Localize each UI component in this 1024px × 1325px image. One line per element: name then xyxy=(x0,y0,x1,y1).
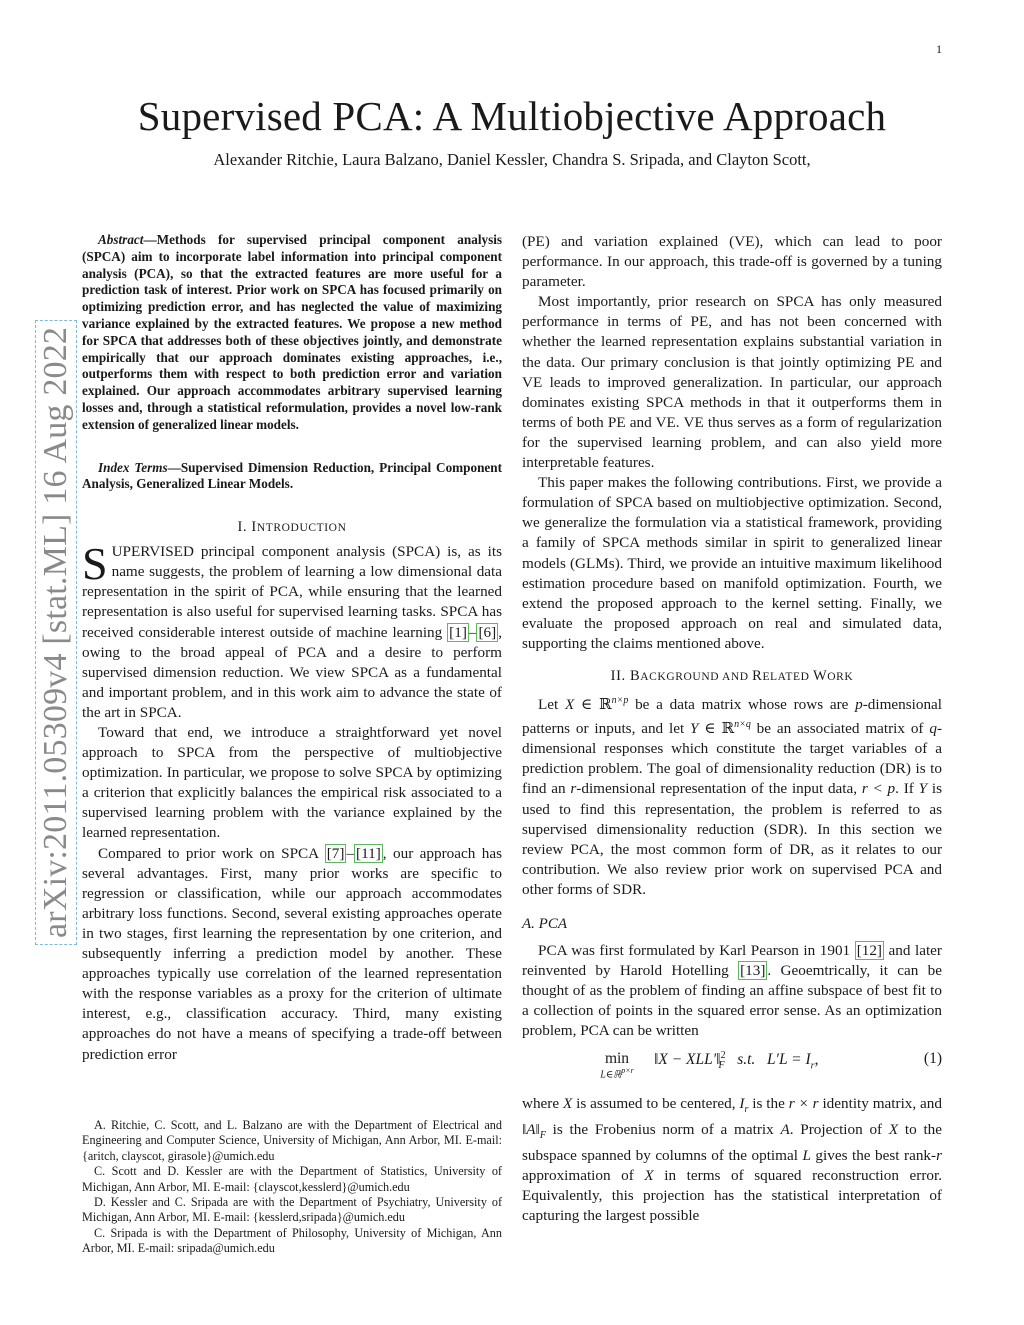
math-subscript: F xyxy=(718,1059,725,1071)
section-title-part: ELATED xyxy=(762,670,813,683)
author-footnotes xyxy=(82,1118,502,1257)
math-subscript: r xyxy=(810,1059,815,1071)
text-span: be a data matrix whose rows are xyxy=(628,696,856,714)
background-paragraph-1 xyxy=(522,691,942,900)
math-symbol: L xyxy=(802,1146,811,1164)
math-expression: ‖A‖ xyxy=(522,1120,540,1138)
section-title-part: W xyxy=(812,667,828,684)
author-list: Alexander Ritchie, Laura Balzano, Daniel Kessler, Chandra S. Sripada, and Clayton Scott, xyxy=(213,150,811,169)
index-terms-text: —Supervised Dimension Reduction, Principal Component Analysis, Generalized Linear Models. xyxy=(82,459,502,492)
pca-paragraph-2 xyxy=(522,1094,942,1227)
text-span: to the subspace spanned by columns of the optimal xyxy=(522,1120,943,1164)
intro-p1-end: , owing to the broad appeal of PCA and a desire to perform supervised dimension reduction. We view SPCA as a fundamental and important problem, and in this work aim to advance the state of the art in SPCA. xyxy=(82,623,502,721)
text-span: is the xyxy=(748,1094,789,1112)
left-column xyxy=(82,232,502,1065)
index-terms xyxy=(82,460,502,494)
citation-link[interactable]: [1] xyxy=(449,623,467,641)
section-title-rest: NTRODUCTION xyxy=(256,522,347,535)
math-symbol: X xyxy=(563,1094,573,1112)
arxiv-watermark xyxy=(34,326,78,945)
math-symbol: X xyxy=(564,696,575,714)
math-symbol: r xyxy=(570,780,577,798)
math-symbol: p xyxy=(855,696,863,714)
text-span: Let xyxy=(538,696,565,714)
math-superscript: n×q xyxy=(734,719,751,731)
text-span: in terms of squared reconstruction error. Equivalently, this projection has the statistical interpretation of capturing the largest possible xyxy=(522,1166,942,1225)
text-span: approximation of xyxy=(522,1166,645,1184)
text-span: . Projection of xyxy=(789,1120,889,1138)
section-title-part: ACKGROUND AND xyxy=(640,670,753,683)
abstract-label: Abstract xyxy=(98,232,144,247)
arxiv-identifier-link[interactable]: arXiv:2011.05309v4 [stat.ML] 16 Aug 2022 xyxy=(35,320,77,945)
math-superscript: n×p xyxy=(611,694,629,706)
section-numeral: II. xyxy=(610,667,626,684)
citation-link[interactable]: [12] xyxy=(856,942,882,960)
text-span: . If xyxy=(895,780,919,798)
math-expression: s.t. xyxy=(737,1050,756,1068)
equation-1 xyxy=(522,1048,942,1088)
intro-paragraph-5: This paper makes the following contributions. First, we provide a formulation of SPCA based on multiobjective optimization. Second, we generalize the formulation via a statistical framework, providing a family of SPCA methods similar in spirit to generalized linear models (GLMs). Third, we provide an intuitive maximum likelihood estimation procedure based on manifold optimization. Fourth, we extend the proposed approach to the kernel setting. Finally, we evaluate the proposed approach on real and simulated data, supporting the claims mentioned above. xyxy=(522,474,942,652)
math-superscript: p×r xyxy=(621,1065,634,1075)
abstract-text: —Methods for supervised principal component analysis (SPCA) aim to incorporate label information into principal component analysis (PCA), so that the extracted features are more useful for a prediction task of interest. Prior work on SPCA has focused primarily on optimizing prediction error, and has neglected the value of maximizing variance explained by the extracted features. We propose a new method for SPCA that addresses both of these objectives jointly, and demonstrate empirically that our approach dominates existing approaches, i.e., outperforms them with respect to both prediction error and variation explained. Our approach accommodates arbitrary supervised learning losses and, through a statistical reformulation, provides a novel low-rank extension of generalized linear models. xyxy=(82,232,502,432)
text-span: . Geoemtrically, it can be thought of as the problem of finding an affine subspace of best fit to a collection of points in the squared error sense. As an optimization problem, PCA can be written xyxy=(522,962,942,1040)
text-span: -dimensional patterns or inputs, and let xyxy=(522,696,942,738)
intro-paragraph-4: Most importantly, prior research on SPCA has only measured performance in terms of PE, and has not been concerned with whether the learned representation explains substantial variation in the data. Our primary conclusion is that jointly optimizing PE and VE leads to improved generalization. In particular, our approach dominates existing SPCA methods in that it outperforms them in terms of both PE and VE. VE thus serves as a form of regularization for the supervised learning problem, and can also yield more interpretable features. xyxy=(522,293,942,472)
math-symbol: A xyxy=(780,1120,790,1138)
math-symbol: X xyxy=(644,1166,654,1184)
math-expression: r × r xyxy=(788,1094,819,1112)
math-punctuation: , xyxy=(814,1050,819,1068)
math-operator: min xyxy=(604,1049,630,1067)
math-symbol: r xyxy=(936,1146,943,1164)
text-span: -dimensional representation of the input data, xyxy=(576,780,862,798)
intro-p3-end: , our approach has several advantages. First, many prior works are specific to regression or classification, while our approach accommodates arbitrary loss functions. Second, several existing approaches operate in two stages, first learning the representation by one criterion, and subsequently inferring a prediction model by another. These approaches typically use correlation of the learned representation with the response variables as a proxy for the criterion of ultimate interest, e.g., classification accuracy. Third, many existing approaches do not have a means of specifying a trade-off between prediction error xyxy=(82,844,502,1063)
equation-min-operator xyxy=(592,1050,642,1080)
math-expression: L′L = I xyxy=(766,1050,811,1068)
section-title-initial: I xyxy=(251,519,257,536)
footnote: C. Sripada is with the Department of Philosophy, University of Michigan, Ann Arbor, MI. E-mail: sripada@umich.edu xyxy=(82,1225,502,1256)
math-subscript: L∈ℝ xyxy=(600,1068,622,1080)
math-superscript: 2 xyxy=(720,1049,726,1061)
math-symbol: ∈ ℝ xyxy=(704,720,735,738)
citation-link[interactable]: [6] xyxy=(478,623,497,641)
section-heading-introduction xyxy=(82,519,502,536)
citation-link[interactable]: [13] xyxy=(740,962,766,980)
page-number: 1 xyxy=(936,42,942,56)
text-span: is used to find this representation, the problem is referred to as supervised dimensionality reduction (SDR). In this section we review PCA, the most common form of DR, as it relates to our contribution. We also review prior work on supervised PCA and other forms of SDR. xyxy=(522,780,943,898)
intro-p3-start: Compared to prior work on SPCA xyxy=(98,844,325,862)
math-symbol: q xyxy=(929,720,937,738)
footnote: C. Scott and D. Kessler are with the Department of Statistics, University of Michigan, Ann Arbor, MI. E-mail: {clayscot,kesslerd}@umich.edu xyxy=(82,1164,502,1194)
section-title-part: R xyxy=(752,667,763,684)
section-numeral: I. xyxy=(237,519,248,536)
math-symbol: Y xyxy=(690,720,699,738)
pca-paragraph-1 xyxy=(522,941,942,1041)
text-span: is assumed to be centered, xyxy=(572,1094,740,1112)
intro-p1-text: UPERVISED principal component analysis (SPCA) is, as its name suggests, the problem of learning a low dimensional data representation in the spirit of PCA, while ensuring that the learned representation is also useful for supervised learning tasks. SPCA has received considerable interest outside of machine learning xyxy=(82,543,502,641)
footnote: A. Ritchie, C. Scott, and L. Balzano are with the Department of Electrical and Engineering and Computer Science, University of Michigan, Ann Arbor, MI. E-mail: {aritch, clayscot, girasole}@umich.edu xyxy=(82,1118,502,1163)
text-span: -dimensional responses which constitute the target variables of a prediction problem. The goal of dimensionality reduction (DR) is to find an xyxy=(522,720,942,798)
intro-paragraph-1: SUPERVISED principal component analysis (SPCA) is, as its name suggests, the problem of learning a low dimensional data representation in the spirit of PCA, while ensuring that the learned representation is also useful for supervised learning tasks. SPCA has received considerable interest outside of machine learning [1] – [6] , owing to the broad appeal of PCA and a desire to perform supervised dimension reduction. We view SPCA as a fundamental and important problem, and in this work aim to advance the state of the art in SPCA. xyxy=(82,538,502,721)
math-expression: ‖X − XLL′‖ xyxy=(654,1050,721,1068)
text-span: where xyxy=(522,1094,563,1112)
math-subscript: F xyxy=(539,1129,546,1141)
section-title-part: B xyxy=(629,667,641,684)
footnote: D. Kessler and C. Sripada are with the Department of Psychiatry, University of Michigan, Ann Arbor, MI. E-mail: {kesslerd,sripada}@umich.edu xyxy=(82,1195,502,1225)
drop-cap: S xyxy=(82,538,108,590)
text-span: identity matrix, and xyxy=(818,1094,942,1112)
text-span: gives the best rank- xyxy=(810,1146,937,1164)
citation-link[interactable]: [11] xyxy=(356,844,381,862)
math-subscript: r xyxy=(744,1103,749,1115)
abstract xyxy=(82,232,502,434)
math-symbol: X xyxy=(888,1120,899,1138)
equation-number: (1) xyxy=(923,1049,942,1067)
math-expression: r < p xyxy=(861,780,896,798)
text-span: and later reinvented by Harold Hotelling xyxy=(522,942,942,980)
text-span: is the Frobenius norm of a matrix xyxy=(545,1120,781,1138)
section-heading-background xyxy=(522,668,942,685)
section-title-part: ORK xyxy=(827,670,854,683)
math-symbol: ∈ ℝ xyxy=(581,696,612,714)
citation-link[interactable]: [7] xyxy=(326,844,345,862)
intro-paragraph-3-continued: (PE) and variation explained (VE), which can lead to poor performance. In our approach, this trade-off is governed by a tuning parameter. xyxy=(522,233,942,291)
paper-title: Supervised PCA: A Multiobjective Approach xyxy=(137,93,887,139)
math-symbol: Y xyxy=(918,780,928,798)
intro-paragraph-2: Toward that end, we introduce a straightforward yet novel approach to SPCA from the perspective of multiobjective optimization. In particular, we propose to solve SPCA by optimizing a criterion that explicitly balances the empirical risk associated to a supervised learning problem with the variance explained by the learned representation. xyxy=(82,724,502,842)
text-span: PCA was first formulated by Karl Pearson in 1901 xyxy=(538,942,855,960)
index-terms-label: Index Terms xyxy=(98,459,168,475)
right-column xyxy=(522,232,942,1226)
subsection-heading-pca: A. PCA xyxy=(522,916,567,933)
equation-min-subscript xyxy=(592,1066,642,1080)
intro-paragraph-3: Compared to prior work on SPCA [7] – [11] , our approach has several advantages. First, many prior works are specific to regression or classification, while our approach accommodates arbitrary loss functions. Second, several existing approaches operate in two stages, first learning the representation by one criterion, and subsequently inferring a prediction model by another. These approaches typically use correlation of the learned representation with the response variables as a proxy for the criterion of ultimate interest, e.g., classification accuracy. Third, many existing approaches do not have a means of specifying a trade-off between prediction error xyxy=(82,844,502,1063)
equation-expression xyxy=(654,1050,818,1071)
text-span: be an associated matrix of xyxy=(750,720,930,738)
math-symbol: I xyxy=(739,1094,745,1112)
